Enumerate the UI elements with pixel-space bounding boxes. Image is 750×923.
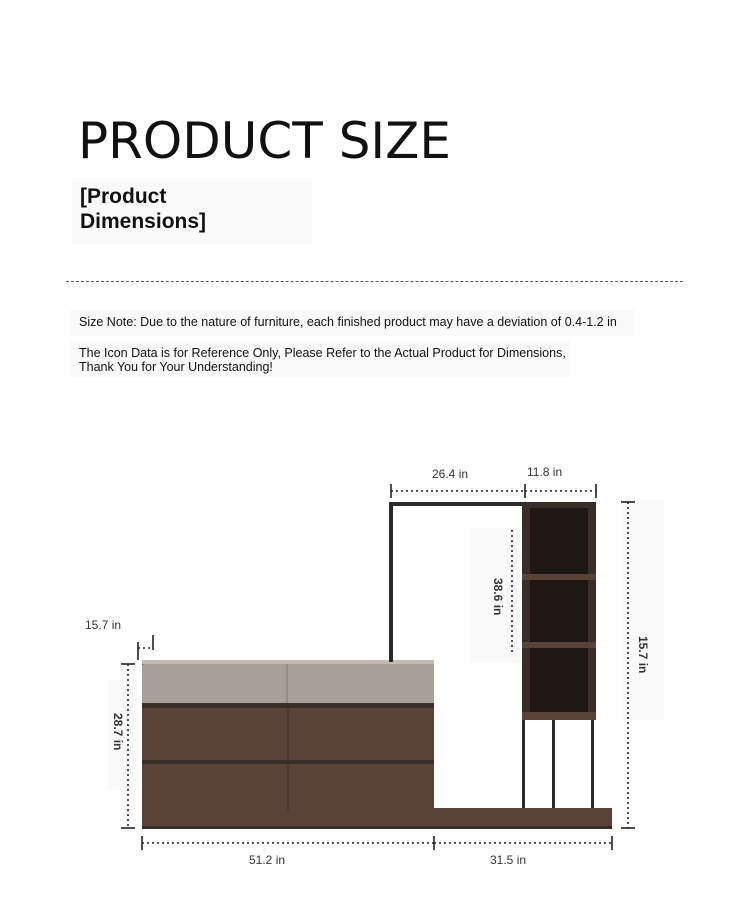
drawer-right-1 (289, 708, 434, 760)
reference-line-1: The Icon Data is for Reference Only, Please Refer to the Actual Product for Dimensions, (79, 346, 566, 360)
shelf-width-label: 11.8 in (527, 465, 563, 479)
shelf-leg-2 (552, 720, 555, 808)
drawer-gap-1 (142, 703, 434, 708)
shelf-cubby-2 (530, 580, 588, 642)
drawer-left-2 (142, 764, 287, 810)
shelf-board-2 (522, 642, 596, 648)
subtitle-line-2: Dimensions] (80, 210, 207, 233)
drawer-right-2 (289, 764, 434, 810)
subtitle-line-1: [Product (80, 185, 167, 208)
page-title: PRODUCT SIZE (78, 112, 452, 170)
shelf-leg-3 (591, 720, 594, 808)
size-note: Size Note: Due to the nature of furniture, each finished product may have a deviation of 0.4-1.2 in (79, 315, 617, 329)
rack-top-bar (389, 502, 525, 506)
rack-left-post (389, 502, 393, 662)
shelf-board-1 (522, 574, 596, 580)
drawer-left-1 (142, 708, 287, 760)
dresser-height-label: 28.7 in (111, 713, 125, 751)
drawer-gap-2 (142, 760, 434, 764)
base-extension-label: 31.5 in (490, 853, 527, 867)
total-height-label: 15.7 in (636, 636, 650, 674)
dresser-width-label: 51.2 in (249, 853, 286, 867)
base-platform (142, 808, 612, 828)
dresser-top-tray (142, 660, 434, 703)
shelf-board-bottom (522, 712, 596, 720)
depth-label: 15.7 in (85, 618, 122, 632)
rack-height-label: 38.6 in (491, 578, 505, 616)
base-platform-edge (142, 826, 612, 829)
shelf-cubby-3 (530, 648, 588, 712)
shelf-cubby-1 (530, 508, 588, 574)
shelf-leg-1 (522, 720, 525, 808)
reference-line-2: Thank You for Your Understanding! (79, 360, 273, 374)
rack-width-label: 26.4 in (432, 467, 469, 481)
